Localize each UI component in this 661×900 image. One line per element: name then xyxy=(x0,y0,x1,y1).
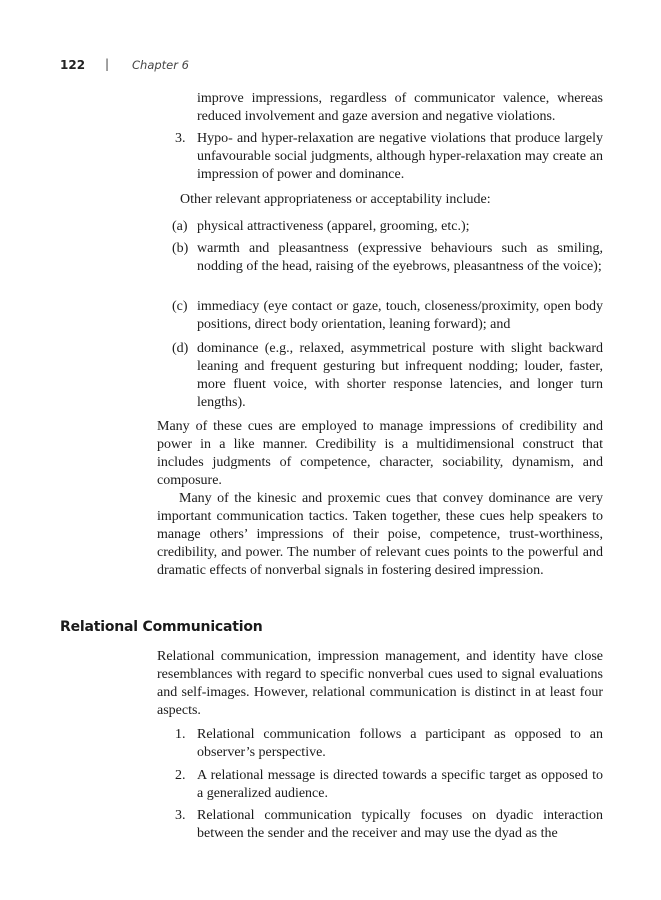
item-marker: (b) xyxy=(172,241,189,256)
item-marker: (a) xyxy=(172,219,188,234)
list-item-number: 3. xyxy=(175,808,186,823)
page-number: 122 xyxy=(60,58,86,72)
list-item xyxy=(175,130,603,184)
paragraph: Many of the kinesic and proxemic cues that convey dominance are very important communication tactics. Taken together, these cues help speakers to manage others’ impressions of their poise, competence, trust-worthiness, credibility, and power. The number of relevant cues points to the powerful and dramatic effects of nonverbal signals in fostering desired impression. xyxy=(157,491,603,578)
list-item-number: 3. xyxy=(175,131,186,146)
item-marker: (c) xyxy=(172,299,188,314)
list-item-text: Relational communication typically focuses on dyadic interaction between the sender and the receiver and may use the dyad as the xyxy=(197,808,603,841)
paragraph: Many of these cues are employed to manage impressions of credibility and power in a like manner. Credibility is a multidimensional construct that includes judgments of competence, character, sociability, dynamism, and composure. xyxy=(157,419,603,488)
list-item xyxy=(175,807,603,843)
item-marker: (d) xyxy=(172,341,189,356)
list-item-text: Hypo- and hyper-relaxation are negative violations that produce largely unfavourable social judgments, although hyper-relaxation may create an impression of power and dominance. xyxy=(197,131,603,182)
paragraph: Relational communication, impression management, and identity have close resemblances with regard to specific nonverbal cues used to signal evaluations and self-images. However, relational communication is distinct in at least four aspects. xyxy=(157,649,603,718)
chapter-label: Chapter 6 xyxy=(132,58,189,72)
item-text: warmth and pleasantness (expressive behaviours such as smiling, nodding of the head, raising of the eyebrows, pleasantness of the voice); xyxy=(197,241,603,274)
list-item-text: A relational message is directed towards a specific target as opposed to a generalized audience. xyxy=(197,768,603,801)
list-item xyxy=(175,726,603,762)
lettered-item-a xyxy=(172,218,603,236)
list-item-number: 2. xyxy=(175,768,186,783)
item-text: physical attractiveness (apparel, grooming, etc.); xyxy=(197,219,470,234)
lettered-item-b xyxy=(172,240,603,276)
lettered-item-d xyxy=(172,340,603,412)
item-text: immediacy (eye contact or gaze, touch, closeness/proximity, open body positions, direct body orientation, leaning forward); and xyxy=(197,299,603,332)
other-intro: Other relevant appropriateness or acceptability include: xyxy=(180,192,491,207)
item-text: dominance (e.g., relaxed, asymmetrical posture with slight backward leaning and frequent gesturing but infrequent nodding; louder, faster, more fluent voice, with shorter response latencies, and longer turn lengths). xyxy=(197,341,603,410)
list-item-text: Relational communication follows a participant as opposed to an observer’s perspective. xyxy=(197,727,603,760)
list-item xyxy=(175,767,603,803)
list-item-number: 1. xyxy=(175,727,186,742)
lettered-item-c xyxy=(172,298,603,334)
section-heading: Relational Communication xyxy=(60,619,263,635)
continuation-text: improve impressions, regardless of communicator valence, whereas reduced involvement and gaze aversion and negative violations. xyxy=(197,91,603,124)
header-separator: | xyxy=(105,57,110,71)
